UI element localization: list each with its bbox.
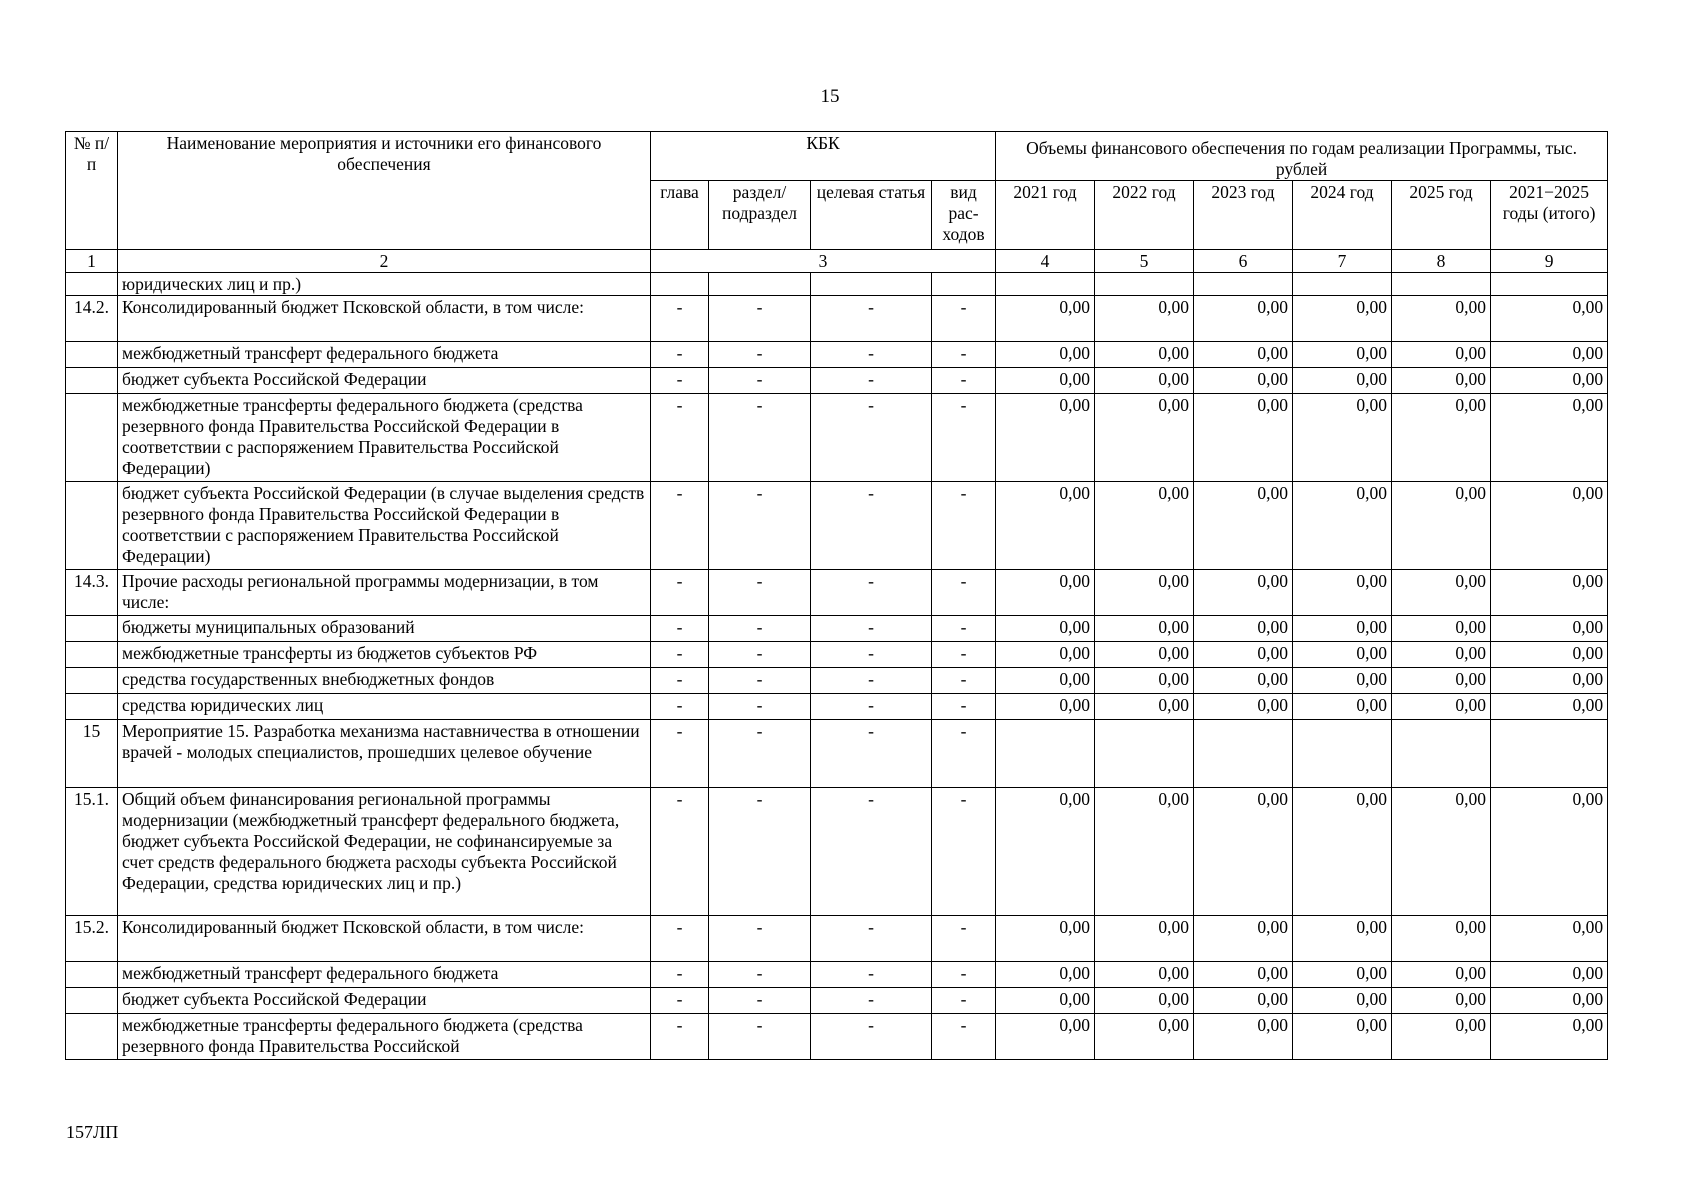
value-cell: 0,00 [1293, 668, 1392, 694]
column-number: 3 [651, 250, 996, 273]
kbk-razdel: - [709, 694, 811, 720]
value-cell: 0,00 [1293, 296, 1392, 342]
row-name: бюджет субъекта Российской Федерации [118, 988, 651, 1014]
table-row [66, 570, 1608, 616]
header-year-2023: 2023 год [1194, 181, 1293, 250]
kbk-celevaya: - [811, 1014, 932, 1060]
header-volumes: Объемы финансового обеспечения по годам реализации Программы, тыс. рублей [996, 132, 1608, 181]
kbk-celevaya: - [811, 916, 932, 962]
row-number: 14.3. [66, 570, 118, 616]
kbk-glava: - [651, 394, 709, 482]
value-cell: 0,00 [1491, 788, 1608, 916]
kbk-glava: - [651, 788, 709, 916]
kbk-glava: - [651, 570, 709, 616]
value-cell: 0,00 [1194, 482, 1293, 570]
kbk-glava: - [651, 368, 709, 394]
row-number: 15.2. [66, 916, 118, 962]
value-cell: 0,00 [1491, 394, 1608, 482]
kbk-glava: - [651, 916, 709, 962]
row-number [66, 1014, 118, 1060]
header-razdel: раздел/ подраздел [709, 181, 811, 250]
table-row [66, 368, 1608, 394]
table-row [66, 273, 1608, 296]
kbk-glava: - [651, 694, 709, 720]
value-cell: 0,00 [1293, 368, 1392, 394]
header-glava: глава [651, 181, 709, 250]
kbk-razdel: - [709, 394, 811, 482]
value-cell: 0,00 [1095, 962, 1194, 988]
row-name: межбюджетный трансферт федерального бюджета [118, 962, 651, 988]
footer-code: 157ЛП [66, 1122, 119, 1142]
header-celevaya: целевая статья [811, 181, 932, 250]
kbk-vid: - [932, 1014, 996, 1060]
value-cell: 0,00 [996, 296, 1095, 342]
table-row [66, 342, 1608, 368]
value-cell: 0,00 [1194, 694, 1293, 720]
value-cell: 0,00 [1491, 1014, 1608, 1060]
header-year-2025: 2025 год [1392, 181, 1491, 250]
kbk-razdel: - [709, 1014, 811, 1060]
kbk-glava: - [651, 668, 709, 694]
value-cell: 0,00 [1095, 642, 1194, 668]
kbk-glava: - [651, 720, 709, 788]
header-kbk: КБК [651, 132, 996, 181]
header-year-total: 2021−2025 годы (итого) [1491, 181, 1608, 250]
value-cell: 0,00 [1491, 694, 1608, 720]
table-row [66, 296, 1608, 342]
row-number [66, 273, 118, 296]
row-name: межбюджетный трансферт федерального бюджета [118, 342, 651, 368]
kbk-razdel [709, 273, 811, 296]
kbk-vid: - [932, 570, 996, 616]
value-cell: 0,00 [1392, 616, 1491, 642]
kbk-razdel: - [709, 668, 811, 694]
value-cell: 0,00 [1392, 482, 1491, 570]
financing-table [65, 131, 1608, 1060]
kbk-razdel: - [709, 296, 811, 342]
kbk-razdel: - [709, 616, 811, 642]
value-cell: 0,00 [1392, 296, 1491, 342]
value-cell: 0,00 [1095, 394, 1194, 482]
kbk-vid: - [932, 988, 996, 1014]
value-cell: 0,00 [996, 642, 1095, 668]
row-name: юридических лиц и пр.) [118, 273, 651, 296]
value-cell: 0,00 [1491, 616, 1608, 642]
value-cell [1392, 720, 1491, 788]
row-name: бюджеты муниципальных образований [118, 616, 651, 642]
value-cell: 0,00 [1095, 988, 1194, 1014]
value-cell: 0,00 [996, 916, 1095, 962]
value-cell: 0,00 [996, 1014, 1095, 1060]
header-vid: вид рас- ходов [932, 181, 996, 250]
value-cell: 0,00 [1293, 962, 1392, 988]
value-cell: 0,00 [1491, 570, 1608, 616]
kbk-vid: - [932, 642, 996, 668]
row-name: межбюджетные трансферты из бюджетов субъектов РФ [118, 642, 651, 668]
table-row [66, 720, 1608, 788]
kbk-vid: - [932, 394, 996, 482]
value-cell: 0,00 [996, 616, 1095, 642]
value-cell: 0,00 [1293, 570, 1392, 616]
kbk-vid: - [932, 296, 996, 342]
kbk-celevaya: - [811, 962, 932, 988]
kbk-vid: - [932, 482, 996, 570]
kbk-razdel: - [709, 916, 811, 962]
row-number: 14.2. [66, 296, 118, 342]
value-cell: 0,00 [1095, 694, 1194, 720]
column-number: 9 [1491, 250, 1608, 273]
column-number: 7 [1293, 250, 1392, 273]
row-name: средства государственных внебюджетных фондов [118, 668, 651, 694]
kbk-celevaya: - [811, 394, 932, 482]
value-cell: 0,00 [1095, 482, 1194, 570]
value-cell: 0,00 [1392, 642, 1491, 668]
kbk-vid [932, 273, 996, 296]
value-cell: 0,00 [1491, 296, 1608, 342]
value-cell: 0,00 [1194, 296, 1293, 342]
value-cell: 0,00 [1392, 570, 1491, 616]
kbk-vid: - [932, 668, 996, 694]
kbk-razdel: - [709, 342, 811, 368]
value-cell [1491, 273, 1608, 296]
value-cell [1392, 273, 1491, 296]
value-cell: 0,00 [1491, 962, 1608, 988]
value-cell: 0,00 [1194, 570, 1293, 616]
kbk-vid: - [932, 916, 996, 962]
kbk-razdel: - [709, 570, 811, 616]
kbk-celevaya: - [811, 694, 932, 720]
row-name: бюджет субъекта Российской Федерации [118, 368, 651, 394]
value-cell: 0,00 [1095, 342, 1194, 368]
value-cell [1095, 720, 1194, 788]
value-cell: 0,00 [1293, 1014, 1392, 1060]
kbk-celevaya: - [811, 642, 932, 668]
row-number [66, 482, 118, 570]
row-name: межбюджетные трансферты федерального бюджета (средства резервного фонда Правительства Российской [118, 1014, 651, 1060]
kbk-celevaya: - [811, 342, 932, 368]
value-cell: 0,00 [996, 962, 1095, 988]
kbk-celevaya: - [811, 616, 932, 642]
kbk-razdel: - [709, 642, 811, 668]
header-year-2022: 2022 год [1095, 181, 1194, 250]
value-cell: 0,00 [996, 368, 1095, 394]
row-number [66, 668, 118, 694]
row-number [66, 342, 118, 368]
value-cell: 0,00 [1293, 788, 1392, 916]
row-number: 15 [66, 720, 118, 788]
header-year-2024: 2024 год [1293, 181, 1392, 250]
value-cell: 0,00 [1095, 1014, 1194, 1060]
kbk-celevaya: - [811, 570, 932, 616]
value-cell: 0,00 [1194, 916, 1293, 962]
table-row [66, 616, 1608, 642]
header-year-2021: 2021 год [996, 181, 1095, 250]
kbk-celevaya [811, 273, 932, 296]
kbk-glava: - [651, 962, 709, 988]
value-cell: 0,00 [1194, 788, 1293, 916]
kbk-glava: - [651, 642, 709, 668]
value-cell: 0,00 [1491, 342, 1608, 368]
kbk-celevaya: - [811, 720, 932, 788]
value-cell: 0,00 [996, 394, 1095, 482]
row-name: Консолидированный бюджет Псковской области, в том числе: [118, 296, 651, 342]
table-row [66, 694, 1608, 720]
value-cell [1293, 273, 1392, 296]
kbk-celevaya: - [811, 788, 932, 916]
column-number: 2 [118, 250, 651, 273]
kbk-celevaya: - [811, 368, 932, 394]
value-cell: 0,00 [1491, 668, 1608, 694]
value-cell: 0,00 [1095, 368, 1194, 394]
value-cell: 0,00 [1392, 694, 1491, 720]
value-cell: 0,00 [1095, 916, 1194, 962]
value-cell [1095, 273, 1194, 296]
kbk-vid: - [932, 368, 996, 394]
value-cell: 0,00 [1392, 668, 1491, 694]
column-numbers-row [66, 250, 1608, 273]
header-row-1 [66, 132, 1608, 181]
kbk-celevaya: - [811, 482, 932, 570]
value-cell: 0,00 [1392, 962, 1491, 988]
value-cell: 0,00 [1392, 368, 1491, 394]
value-cell: 0,00 [1293, 482, 1392, 570]
kbk-glava [651, 273, 709, 296]
table-row [66, 916, 1608, 962]
value-cell [996, 273, 1095, 296]
kbk-vid: - [932, 720, 996, 788]
value-cell: 0,00 [1095, 788, 1194, 916]
value-cell: 0,00 [1194, 988, 1293, 1014]
column-number: 4 [996, 250, 1095, 273]
value-cell: 0,00 [1392, 394, 1491, 482]
kbk-vid: - [932, 616, 996, 642]
row-number [66, 988, 118, 1014]
value-cell: 0,00 [1392, 916, 1491, 962]
header-name: Наименование мероприятия и источники его финансового обеспечения [118, 132, 651, 250]
row-name: бюджет субъекта Российской Федерации (в случае выделения средств резервного фонда Правительства Российской Федерации в соответствии с распоряжением Правительства Российской Федерации) [118, 482, 651, 570]
value-cell: 0,00 [1194, 616, 1293, 642]
kbk-vid: - [932, 694, 996, 720]
row-number [66, 962, 118, 988]
value-cell: 0,00 [996, 668, 1095, 694]
value-cell: 0,00 [1293, 642, 1392, 668]
value-cell: 0,00 [1293, 394, 1392, 482]
kbk-razdel: - [709, 720, 811, 788]
value-cell: 0,00 [996, 482, 1095, 570]
kbk-glava: - [651, 988, 709, 1014]
row-number [66, 394, 118, 482]
table-row [66, 788, 1608, 916]
column-number: 8 [1392, 250, 1491, 273]
row-name: Общий объем финансирования региональной программы модернизации (межбюджетный трансферт федерального бюджета, бюджет субъекта Российской Федерации, не софинансируемые за счет средств федерального бюджета расходы субъекта Российской Федерации, средства юридических лиц и пр.) [118, 788, 651, 916]
header-num: № п/п [66, 132, 118, 250]
table-row [66, 1014, 1608, 1060]
value-cell [1194, 720, 1293, 788]
kbk-vid: - [932, 962, 996, 988]
value-cell: 0,00 [1392, 1014, 1491, 1060]
kbk-vid: - [932, 342, 996, 368]
value-cell: 0,00 [1194, 368, 1293, 394]
row-name: Мероприятие 15. Разработка механизма наставничества в отношении врачей - молодых специалистов, прошедших целевое обучение [118, 720, 651, 788]
kbk-razdel: - [709, 988, 811, 1014]
table-row [66, 962, 1608, 988]
value-cell: 0,00 [1194, 342, 1293, 368]
kbk-vid: - [932, 788, 996, 916]
value-cell: 0,00 [1194, 668, 1293, 694]
value-cell: 0,00 [1293, 342, 1392, 368]
row-number: 15.1. [66, 788, 118, 916]
value-cell: 0,00 [1392, 342, 1491, 368]
kbk-celevaya: - [811, 988, 932, 1014]
kbk-razdel: - [709, 482, 811, 570]
value-cell: 0,00 [1293, 616, 1392, 642]
value-cell [1491, 720, 1608, 788]
value-cell [996, 720, 1095, 788]
row-number [66, 694, 118, 720]
column-number: 5 [1095, 250, 1194, 273]
value-cell: 0,00 [1491, 988, 1608, 1014]
kbk-glava: - [651, 1014, 709, 1060]
value-cell: 0,00 [1491, 482, 1608, 570]
value-cell: 0,00 [1392, 988, 1491, 1014]
value-cell: 0,00 [1491, 642, 1608, 668]
kbk-razdel: - [709, 962, 811, 988]
table-row [66, 394, 1608, 482]
row-name: Консолидированный бюджет Псковской области, в том числе: [118, 916, 651, 962]
value-cell: 0,00 [1293, 694, 1392, 720]
row-number [66, 368, 118, 394]
row-name: средства юридических лиц [118, 694, 651, 720]
kbk-glava: - [651, 296, 709, 342]
value-cell: 0,00 [996, 694, 1095, 720]
table-body [66, 273, 1608, 1060]
value-cell: 0,00 [1095, 296, 1194, 342]
value-cell: 0,00 [996, 570, 1095, 616]
value-cell: 0,00 [996, 342, 1095, 368]
value-cell: 0,00 [1095, 668, 1194, 694]
value-cell: 0,00 [1095, 616, 1194, 642]
column-number: 6 [1194, 250, 1293, 273]
kbk-glava: - [651, 342, 709, 368]
row-name: межбюджетные трансферты федерального бюджета (средства резервного фонда Правительства Российской Федерации в соответствии с распоряжением Правительства Российской Федерации) [118, 394, 651, 482]
kbk-razdel: - [709, 788, 811, 916]
value-cell: 0,00 [1392, 788, 1491, 916]
value-cell: 0,00 [996, 788, 1095, 916]
kbk-glava: - [651, 616, 709, 642]
value-cell: 0,00 [1194, 1014, 1293, 1060]
value-cell [1293, 720, 1392, 788]
value-cell: 0,00 [1293, 988, 1392, 1014]
row-name: Прочие расходы региональной программы модернизации, в том числе: [118, 570, 651, 616]
value-cell [1194, 273, 1293, 296]
value-cell: 0,00 [1095, 570, 1194, 616]
row-number [66, 642, 118, 668]
table-row [66, 642, 1608, 668]
value-cell: 0,00 [1194, 642, 1293, 668]
kbk-razdel: - [709, 368, 811, 394]
value-cell: 0,00 [1491, 916, 1608, 962]
kbk-glava: - [651, 482, 709, 570]
value-cell: 0,00 [1293, 916, 1392, 962]
kbk-celevaya: - [811, 296, 932, 342]
kbk-celevaya: - [811, 668, 932, 694]
table-row [66, 988, 1608, 1014]
table-row [66, 482, 1608, 570]
row-number [66, 616, 118, 642]
value-cell: 0,00 [1491, 368, 1608, 394]
page-number: 15 [820, 86, 840, 107]
column-number: 1 [66, 250, 118, 273]
table-row [66, 668, 1608, 694]
value-cell: 0,00 [996, 988, 1095, 1014]
value-cell: 0,00 [1194, 394, 1293, 482]
value-cell: 0,00 [1194, 962, 1293, 988]
